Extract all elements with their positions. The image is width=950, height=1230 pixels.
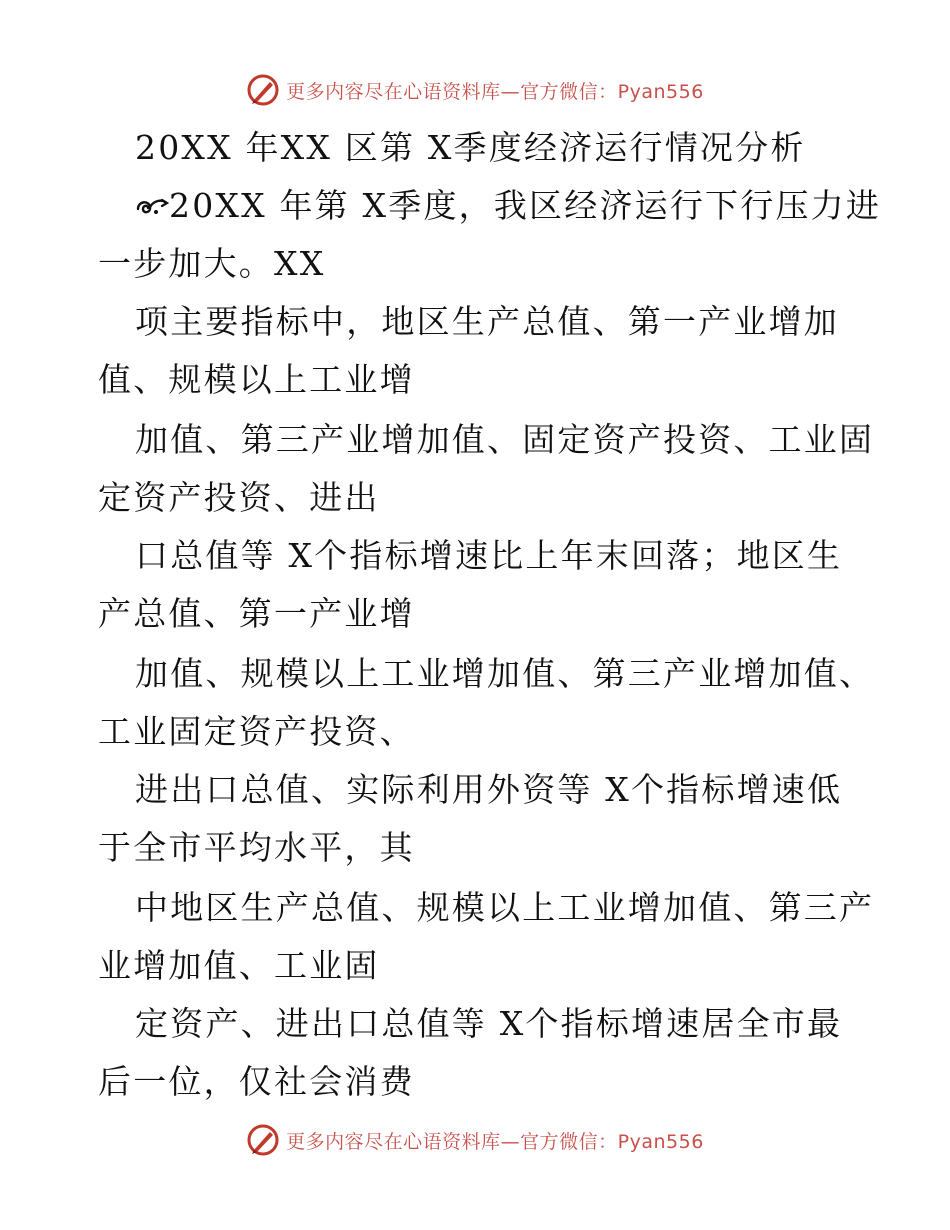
ornament-bullet-icon: [135, 193, 169, 219]
paragraph-line: 产总值、第一产业增: [98, 594, 415, 633]
paragraph-line: 一步加大。XX: [98, 244, 326, 283]
paragraph-line-text: 20XX 年第 X季度，我区经济运行下行压力进: [169, 186, 882, 225]
pen-logo-icon: [246, 1123, 280, 1157]
paragraph-line: 中地区生产总值、规模以上工业增加值、第三产: [135, 888, 875, 927]
paragraph-line: 加值、第三产业增加值、固定资产投资、工业固: [135, 420, 875, 459]
paragraph-line: 后一位，仅社会消费: [98, 1062, 415, 1101]
paragraph-line: 值、规模以上工业增: [98, 360, 415, 399]
paragraph-line: 业增加值、工业固: [98, 946, 380, 985]
paragraph-line: 项主要指标中，地区生产总值、第一产业增加: [135, 302, 839, 341]
footer-banner: [0, 1120, 950, 1160]
header-banner-text: 更多内容尽在心语资料库—官方微信：Pyan556: [286, 80, 704, 103]
paragraph-line: 加值、规模以上工业增加值、第三产业增加值、: [135, 654, 875, 693]
paragraph-line: 口总值等 X个指标增速比上年末回落；地区生: [135, 536, 843, 575]
paragraph-line: 定资产、进出口总值等 X个指标增速居全市最: [135, 1004, 843, 1043]
paragraph-line: 进出口总值、实际利用外资等 X个指标增速低: [135, 770, 843, 809]
document-title: 20XX 年XX 区第 X季度经济运行情况分析: [135, 128, 806, 167]
paragraph-line: [135, 186, 881, 226]
footer-banner-text: 更多内容尽在心语资料库—官方微信：Pyan556: [286, 1130, 704, 1153]
paragraph-line: 定资产投资、进出: [98, 478, 380, 517]
paragraph-line: 于全市平均水平，其: [98, 828, 415, 867]
paragraph-line: 工业固定资产投资、: [98, 712, 415, 751]
